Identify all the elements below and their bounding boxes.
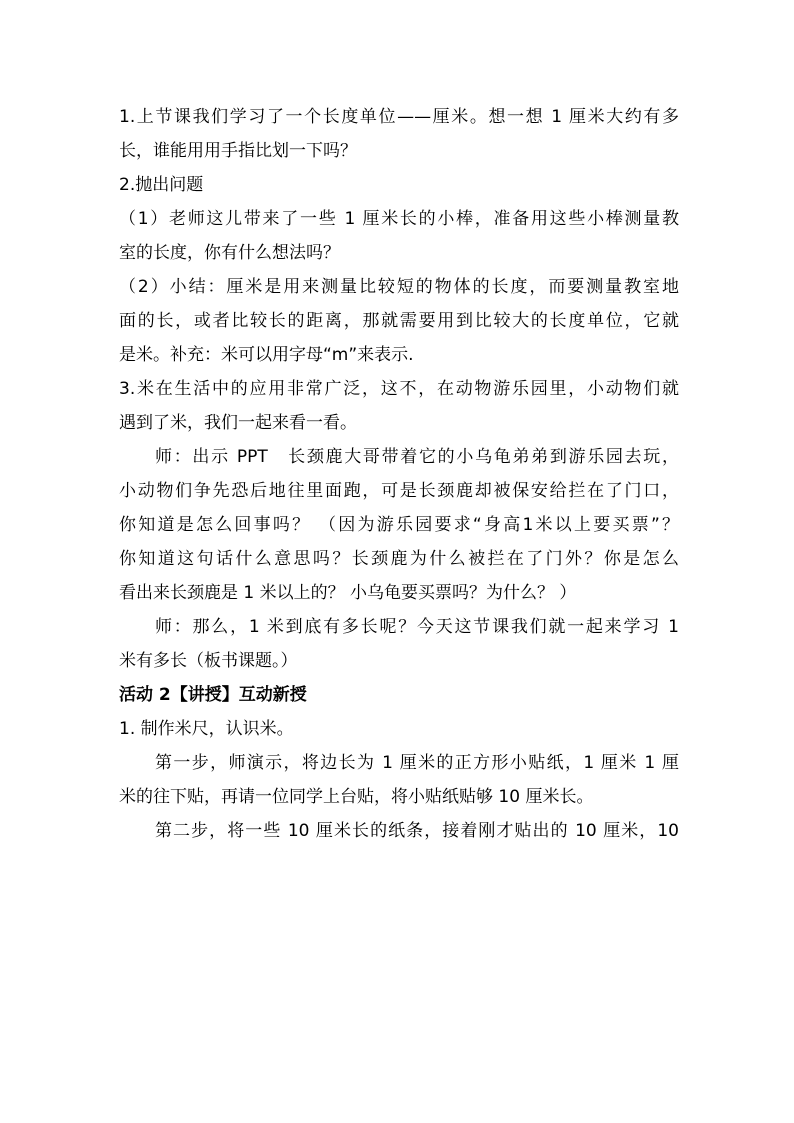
paragraph-line: 室的长度，你有什么想法吗？ (119, 243, 340, 263)
document-page (119, 100, 679, 848)
paragraph-line: 第一步，师演示，将边长为 1 厘米的正方形小贴纸，1 厘米 1 厘 (155, 753, 679, 773)
paragraph-line: 看出来长颈鹿是 1 米以上的？ 小乌龟要买票吗？为什么？ ） (119, 583, 577, 603)
paragraph-line: 遇到了米，我们一起来看一看。 (119, 413, 357, 433)
paragraph-line: （2）小结：厘米是用来测量比较短的物体的长度，而要测量教室地 (119, 277, 679, 297)
activity-heading: 活动 2【讲授】互动新授 (119, 685, 307, 705)
paragraph-line: 小动物们争先恐后地往里面跑，可是长颈鹿却被保安给拦在了门口， (119, 481, 679, 501)
paragraph-line: 1.上节课我们学习了一个长度单位——厘米。想一想 1 厘米大约有多 (119, 107, 679, 127)
paragraph-line: 长，谁能用用手指比划一下吗？ (119, 141, 357, 161)
paragraph-line: 米有多长（板书课题。） (119, 651, 298, 671)
step-heading: 1. 制作米尺，认识米。 (119, 719, 294, 739)
paragraph-line: 3.米在生活中的应用非常广泛，这不，在动物游乐园里，小动物们就 (119, 379, 679, 399)
paragraph-line: 米的往下贴，再请一位同学上台贴，将小贴纸贴够 10 厘米长。 (119, 787, 594, 807)
paragraph-line: 第二步，将一些 10 厘米长的纸条，接着刚才贴出的 10 厘米，10 (155, 821, 679, 841)
paragraph-line: 面的长，或者比较长的距离，那就需要用到比较大的长度单位，它就 (119, 311, 679, 331)
paragraph-line: 你知道是怎么回事吗？ （因为游乐园要求“身高1米以上要买票”？ (119, 515, 679, 535)
section-heading: 2.抛出问题 (119, 175, 204, 195)
paragraph-line: 是米。补充：米可以用字母“m”来表示. (119, 345, 414, 365)
paragraph-line: 师：那么，1 米到底有多长呢？今天这节课我们就一起来学习 1 (155, 617, 679, 637)
paragraph-line: 你知道这句话什么意思吗？长颈鹿为什么被拦在了门外？你是怎么 (119, 549, 679, 569)
paragraph-line: 师：出示 PPT 长颈鹿大哥带着它的小乌龟弟弟到游乐园去玩， (155, 447, 679, 467)
paragraph-line: （1）老师这儿带来了一些 1 厘米长的小棒，准备用这些小棒测量教 (119, 209, 679, 229)
